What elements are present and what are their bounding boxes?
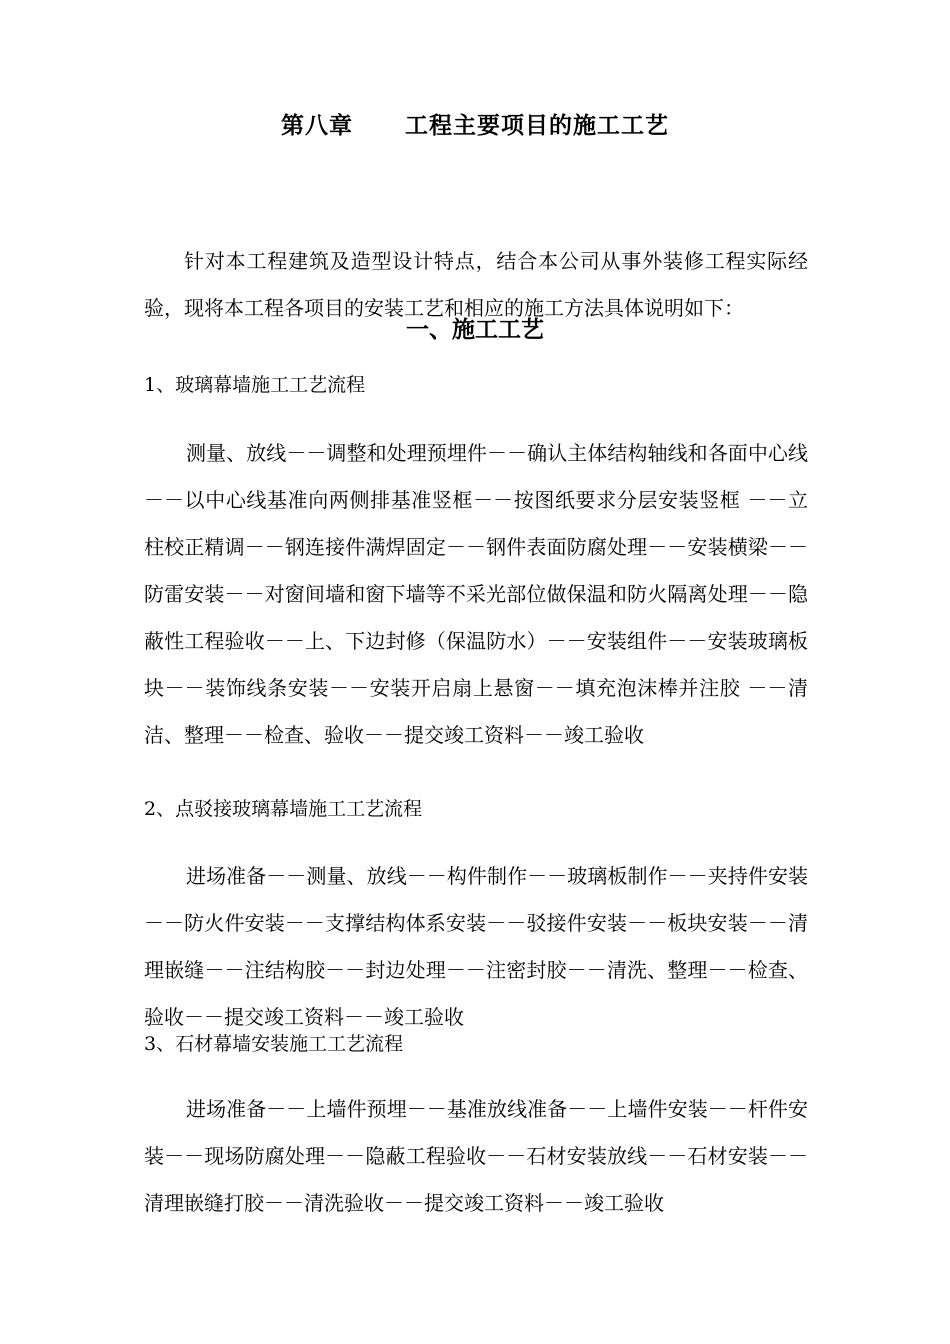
chapter-title <box>0 108 950 144</box>
item-flow-1: 测量、放线－－调整和处理预埋件－－确认主体结构轴线和各面中心线－－以中心线基准向两侧排基准竖框－－按图纸要求分层安装竖框 －－立柱校正精调－－钢连接件满焊固定－－钢件表面防腐处理－－安装横梁－－防雷安装－－对窗间墙和窗下墙等不采光部位做保温和防火隔离处理－－隐蔽性工程验收－－上、下边封修（保温防水）－－安装组件－－安装玻璃板块－－装饰线条安装－－安装开启扇上悬窗－－填充泡沫棒并注胶 －－清洁、整理－－检查、验收－－提交竣工资料－－竣工验收 <box>144 441 808 747</box>
section-title: 一、施工工艺 <box>406 316 544 343</box>
item-flow-3: 进场准备－－上墙件预埋－－基准放线准备－－上墙件安装－－杆件安装－－现场防腐处理－－隐蔽工程验收－－石材安装放线－－石材安装－－清理嵌缝打胶－－清洗验收－－提交竣工资料－－竣工验收 <box>144 1097 808 1215</box>
item-flow-2: 进场准备－－测量、放线－－构件制作－－玻璃板制作－－夹持件安装－－防火件安装－－支撑结构体系安装－－驳接件安装－－板块安装－－清理嵌缝－－注结构胶－－封边处理－－注密封胶－－清洗、整理－－检查、验收－－提交竣工资料－－竣工验收 <box>144 864 808 1029</box>
item-heading-1: 1、玻璃幕墙施工工艺流程 <box>144 374 366 396</box>
item-heading-3: 3、石材幕墙安装施工工艺流程 <box>144 1033 404 1055</box>
chapter-number: 第八章 <box>281 112 353 139</box>
intro-paragraph: 针对本工程建筑及造型设计特点，结合本公司从事外装修工程实际经验，现将本工程各项目的安装工艺和相应的施工方法具体说明如下： <box>144 249 808 320</box>
chapter-name: 工程主要项目的施工工艺 <box>405 112 669 139</box>
item-heading-2: 2、点驳接玻璃幕墙施工工艺流程 <box>144 798 423 820</box>
